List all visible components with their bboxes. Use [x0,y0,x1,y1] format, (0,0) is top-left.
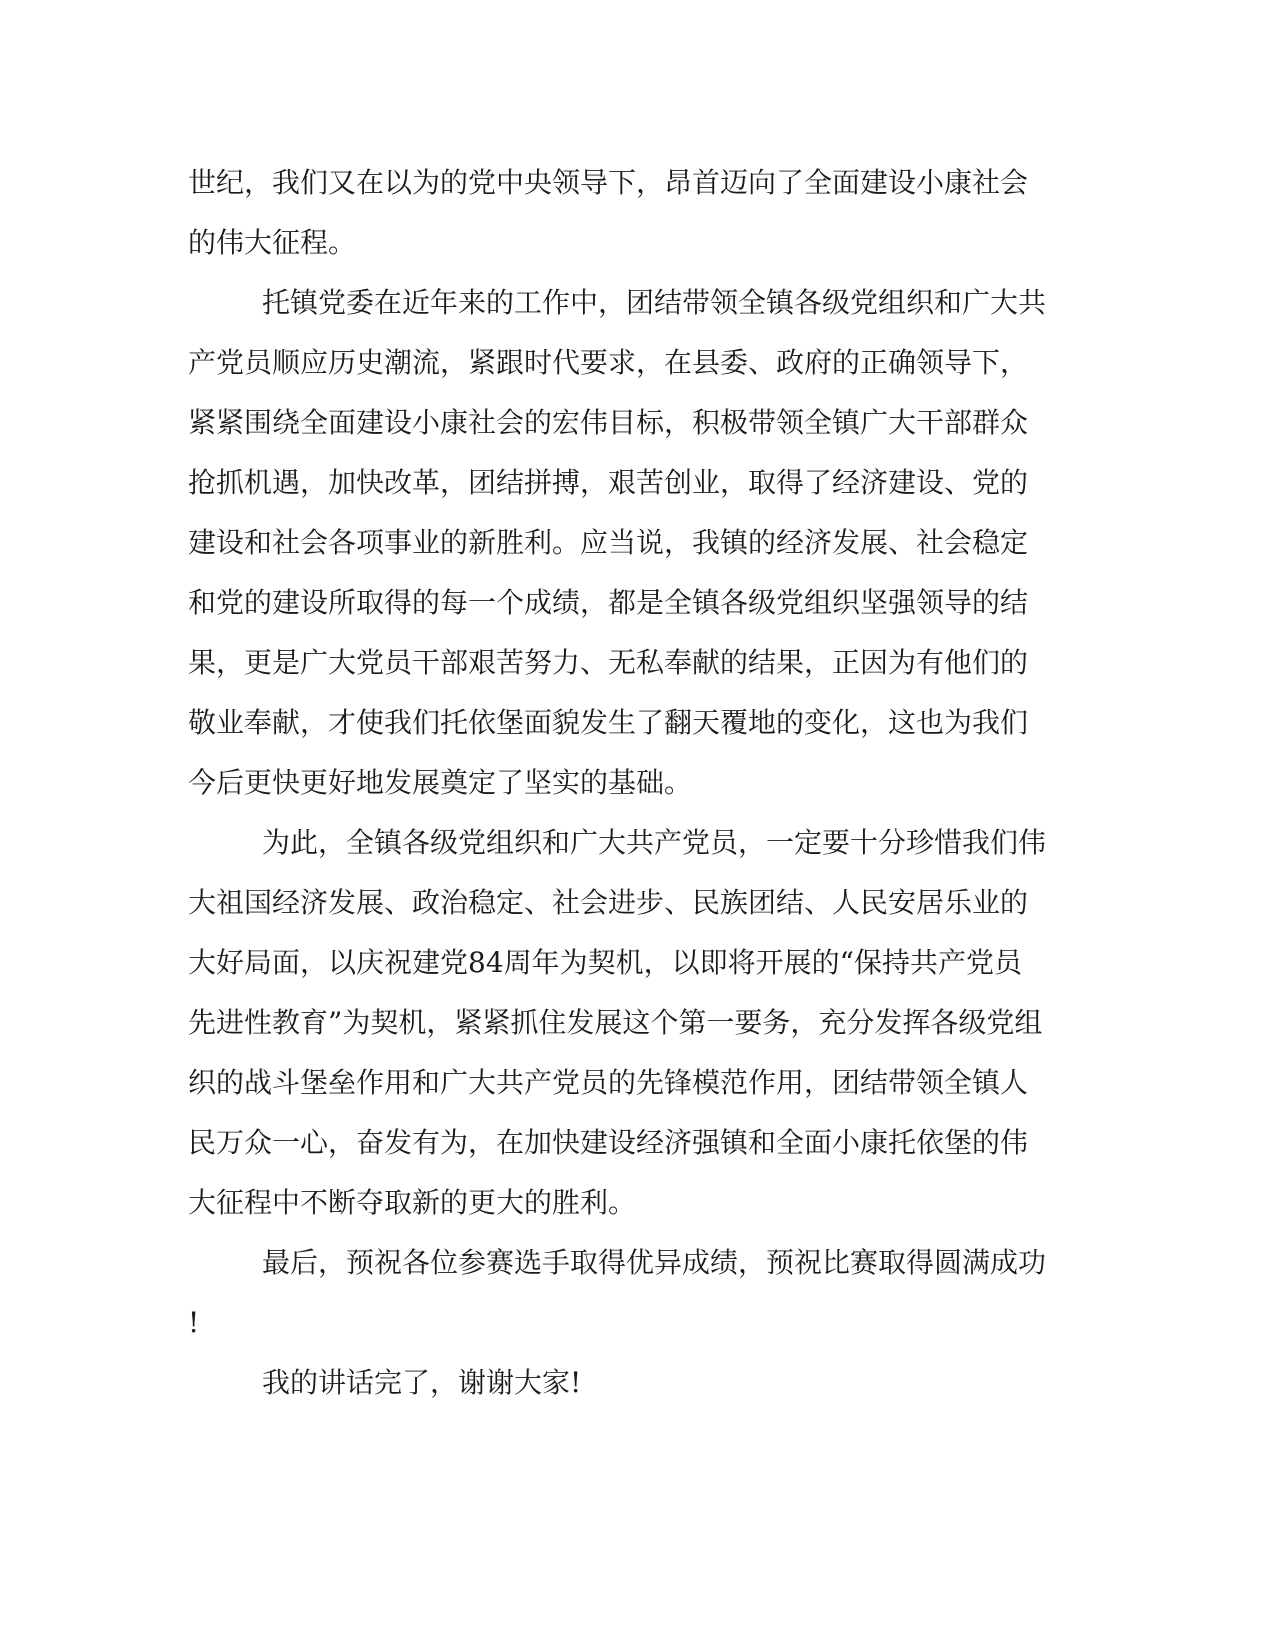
paragraph-line: 敬业奉献，才使我们托依堡面貌发生了翻天覆地的变化，这也为我们 [188,706,1029,739]
paragraph-line: 的伟大征程。 [188,226,357,259]
paragraph-line: 先进性教育”为契机，紧紧抓住发展这个第一要务，充分发挥各级党组 [188,1006,1043,1039]
paragraph-line: 为此，全镇各级党组织和广大共产党员，一定要十分珍惜我们伟 [262,826,1047,859]
paragraph-line: 托镇党委在近年来的工作中，团结带领全镇各级党组织和广大共 [262,286,1047,319]
paragraph-line: 织的战斗堡垒作用和广大共产党员的先锋模范作用，团结带领全镇人 [188,1066,1029,1099]
paragraph-line: 果，更是广大党员干部艰苦努力、无私奉献的结果，正因为有他们的 [188,646,1029,679]
paragraph-5 [188,1353,1068,1413]
paragraph-line: 大征程中不断夺取新的更大的胜利。 [188,1186,637,1219]
paragraph-line: 抢抓机遇，加快改革，团结拼搏，艰苦创业，取得了经济建设、党的 [188,466,1029,499]
document-body [188,153,1068,1413]
paragraph-line: 民万众一心，奋发有为，在加快建设经济强镇和全面小康托依堡的伟 [188,1126,1029,1159]
paragraph-line: 今后更快更好地发展奠定了坚实的基础。 [188,766,693,799]
paragraph-2 [188,273,1068,813]
paragraph-line: 建设和社会各项事业的新胜利。应当说，我镇的经济发展、社会稳定 [188,526,1029,559]
paragraph-line: 大祖国经济发展、政治稳定、社会进步、民族团结、人民安居乐业的 [188,886,1029,919]
paragraph-line: 我的讲话完了，谢谢大家! [262,1366,582,1399]
paragraph-4 [188,1233,1068,1353]
paragraph-3 [188,813,1068,1233]
paragraph-line: 产党员顺应历史潮流，紧跟时代要求，在县委、政府的正确领导下， [188,346,1029,379]
paragraph-line: 紧紧围绕全面建设小康社会的宏伟目标，积极带领全镇广大干部群众 [188,406,1029,439]
paragraph-line: 大好局面，以庆祝建党84周年为契机，以即将开展的“保持共产党员 [188,946,1022,979]
paragraph-line: ! [188,1306,200,1339]
paragraph-line: 世纪，我们又在以为的党中央领导下，昂首迈向了全面建设小康社会 [188,166,1029,199]
paragraph-1 [188,153,1068,273]
paragraph-line: 最后，预祝各位参赛选手取得优异成绩，预祝比赛取得圆满成功 [262,1246,1047,1279]
paragraph-line: 和党的建设所取得的每一个成绩，都是全镇各级党组织坚强领导的结 [188,586,1029,619]
